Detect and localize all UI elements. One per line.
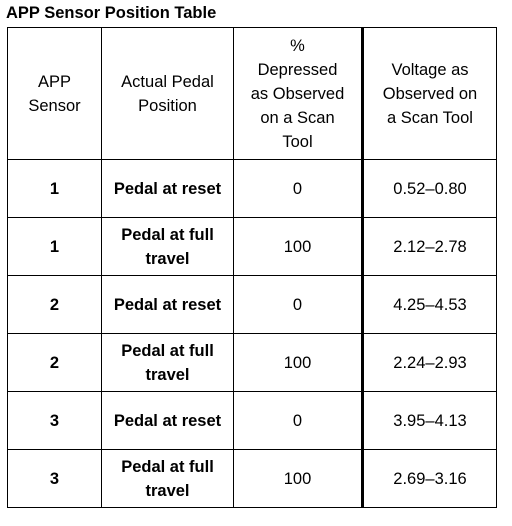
header-text: Sensor (28, 96, 81, 115)
pedal-position-cell: Pedal at full travel (102, 334, 234, 392)
header-voltage (363, 28, 497, 160)
header-percent-depressed (234, 28, 363, 160)
table-row (8, 218, 497, 276)
sensor-cell: 1 (8, 160, 102, 218)
app-sensor-position-table (7, 27, 497, 508)
header-text: Observed on (382, 84, 478, 103)
header-text: Voltage as (391, 60, 469, 79)
pedal-position-cell: Pedal at reset (102, 392, 234, 450)
header-actual-pedal-position (102, 28, 234, 160)
header-app-sensor (8, 28, 102, 160)
table-row (8, 160, 497, 218)
sensor-cell: 3 (8, 392, 102, 450)
header-text: a Scan Tool (387, 108, 473, 127)
pedal-position-cell: Pedal at full travel (102, 450, 234, 508)
header-text: APP (37, 72, 72, 91)
table-row (8, 450, 497, 508)
header-text: on a Scan (260, 108, 335, 127)
header-text: as Observed (250, 84, 345, 103)
header-text: Depressed (257, 60, 338, 79)
voltage-cell: 0.52–0.80 (363, 160, 497, 218)
sensor-cell: 3 (8, 450, 102, 508)
header-text: Position (138, 96, 197, 115)
pedal-position-cell: Pedal at reset (102, 276, 234, 334)
voltage-cell: 2.12–2.78 (363, 218, 497, 276)
header-text: % (290, 36, 305, 55)
sensor-cell: 2 (8, 334, 102, 392)
sensor-cell: 2 (8, 276, 102, 334)
table-row (8, 276, 497, 334)
percent-depressed-cell: 0 (234, 160, 363, 218)
percent-depressed-cell: 100 (234, 334, 363, 392)
header-text: Actual Pedal (121, 72, 214, 91)
percent-depressed-cell: 100 (234, 450, 363, 508)
pedal-position-cell: Pedal at full travel (102, 218, 234, 276)
voltage-cell: 2.69–3.16 (363, 450, 497, 508)
header-text: Tool (282, 132, 313, 151)
pedal-position-cell: Pedal at reset (102, 160, 234, 218)
percent-depressed-cell: 0 (234, 276, 363, 334)
voltage-cell: 4.25–4.53 (363, 276, 497, 334)
percent-depressed-cell: 0 (234, 392, 363, 450)
voltage-cell: 2.24–2.93 (363, 334, 497, 392)
sensor-cell: 1 (8, 218, 102, 276)
table-row (8, 392, 497, 450)
table-row (8, 334, 497, 392)
percent-depressed-cell: 100 (234, 218, 363, 276)
header-row (8, 28, 497, 160)
table-title: APP Sensor Position Table (6, 4, 217, 22)
voltage-cell: 3.95–4.13 (363, 392, 497, 450)
